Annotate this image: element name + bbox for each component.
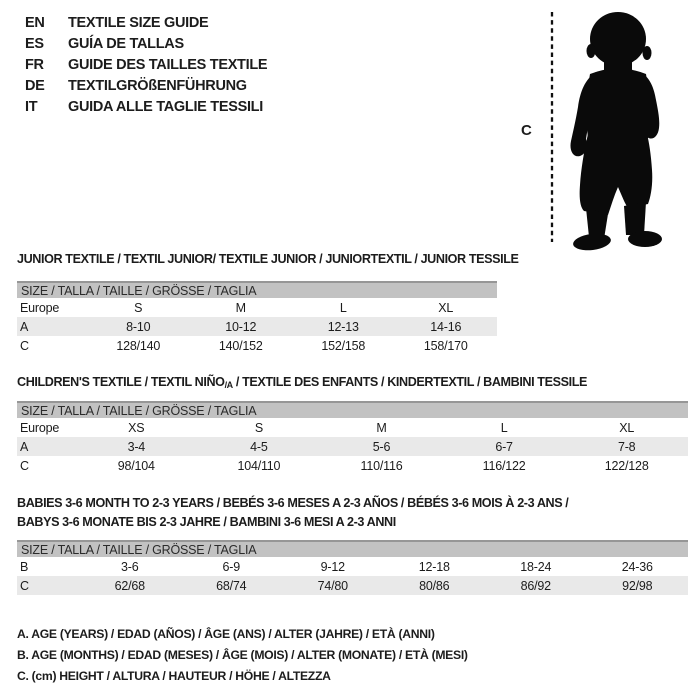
language-code: FR bbox=[25, 56, 44, 73]
table-header-row bbox=[17, 282, 497, 298]
children-title-sub: /A bbox=[224, 380, 233, 390]
size-cell: L bbox=[500, 420, 508, 435]
row-label: C bbox=[20, 338, 29, 353]
size-table-header: SIZE / TALLA / TAILLE / GRÖSSE / TAGLIA bbox=[17, 402, 688, 418]
size-cell: 110/116 bbox=[360, 458, 403, 473]
size-cell: 128/140 bbox=[116, 338, 161, 353]
language-code: EN bbox=[25, 14, 45, 31]
size-cell: 140/152 bbox=[218, 338, 263, 353]
babies-title-line1: BABIES 3-6 MONTH TO 2-3 YEARS / BEBÉS 3-6 MESES A 2-3 AÑOS / BÉBÉS 3-6 MOIS À 2-3 ANS / bbox=[17, 496, 569, 510]
footnote-a: A. AGE (YEARS) / EDAD (AÑOS) / ÂGE (ANS) / ALTER (JAHRE) / ETÀ (ANNI) bbox=[17, 627, 435, 641]
footnotes bbox=[17, 624, 468, 687]
table-row-age bbox=[17, 437, 688, 456]
size-cell: M bbox=[235, 300, 246, 315]
babies-size-table bbox=[17, 540, 688, 595]
language-row-en bbox=[25, 12, 267, 33]
size-cell: M bbox=[376, 420, 387, 435]
language-code: ES bbox=[25, 35, 44, 52]
size-cell: XL bbox=[438, 300, 454, 315]
footnote-c: C. (cm) HEIGHT / ALTURA / HAUTEUR / HÖHE / ALTEZZA bbox=[17, 669, 331, 683]
size-table-header: SIZE / TALLA / TAILLE / GRÖSSE / TAGLIA bbox=[17, 282, 497, 298]
height-figure bbox=[515, 8, 680, 252]
children-section-title bbox=[17, 375, 587, 390]
language-row-it bbox=[25, 96, 267, 117]
language-row-de bbox=[25, 75, 267, 96]
table-row-height bbox=[17, 456, 688, 475]
table-row-europe bbox=[17, 418, 688, 437]
language-title: GUÍA DE TALLAS bbox=[68, 35, 184, 52]
size-cell: 122/128 bbox=[604, 458, 649, 473]
size-cell: 14-16 bbox=[430, 319, 462, 334]
size-cell: 6-7 bbox=[495, 439, 513, 454]
dashed-height-line-icon bbox=[549, 10, 555, 244]
size-cell: 12-18 bbox=[418, 559, 450, 574]
size-cell: 80/86 bbox=[419, 578, 450, 593]
children-size-table bbox=[17, 401, 688, 475]
size-cell: 98/104 bbox=[117, 458, 155, 473]
size-cell: 116/122 bbox=[482, 458, 526, 473]
table-row-europe bbox=[17, 298, 497, 317]
size-cell: 24-36 bbox=[621, 559, 653, 574]
size-cell: 4-5 bbox=[250, 439, 268, 454]
size-cell: 12-13 bbox=[327, 319, 359, 334]
size-cell: 104/110 bbox=[237, 458, 281, 473]
size-cell: 92/98 bbox=[622, 578, 653, 593]
size-cell: L bbox=[339, 300, 347, 315]
language-title: TEXTILGRÖßENFÜHRUNG bbox=[68, 77, 247, 94]
row-label: Europe bbox=[20, 420, 60, 435]
size-cell: S bbox=[134, 300, 143, 315]
language-title: GUIDA ALLE TAGLIE TESSILI bbox=[68, 98, 263, 115]
babies-section-title bbox=[17, 494, 568, 531]
size-table-header: SIZE / TALLA / TAILLE / GRÖSSE / TAGLIA bbox=[17, 541, 688, 557]
table-header-row bbox=[17, 541, 688, 557]
size-cell: 68/74 bbox=[216, 578, 247, 593]
table-row-months bbox=[17, 557, 688, 576]
row-label: A bbox=[20, 319, 29, 334]
row-label: B bbox=[20, 559, 29, 574]
table-row-age bbox=[17, 317, 497, 336]
size-cell: 7-8 bbox=[617, 439, 636, 454]
junior-section-title: JUNIOR TEXTILE / TEXTIL JUNIOR/ TEXTILE JUNIOR / JUNIORTEXTIL / JUNIOR TESSILE bbox=[17, 252, 519, 266]
row-label: C bbox=[20, 458, 29, 473]
size-cell: XL bbox=[619, 420, 635, 435]
language-row-fr bbox=[25, 54, 267, 75]
size-cell: 3-6 bbox=[121, 559, 139, 574]
row-label: A bbox=[20, 439, 29, 454]
size-cell: 3-4 bbox=[127, 439, 146, 454]
children-title-post: / TEXTILE DES ENFANTS / KINDERTEXTIL / BAMBINI TESSILE bbox=[232, 375, 587, 389]
size-cell: 8-10 bbox=[126, 319, 151, 334]
table-row-height bbox=[17, 576, 688, 595]
size-cell: XS bbox=[128, 420, 145, 435]
size-cell: 86/92 bbox=[520, 578, 551, 593]
size-cell: 74/80 bbox=[317, 578, 348, 593]
size-cell: 5-6 bbox=[372, 439, 391, 454]
size-cell: 152/158 bbox=[321, 338, 366, 353]
language-title: GUIDE DES TAILLES TEXTILE bbox=[68, 56, 268, 73]
footnote-b: B. AGE (MONTHS) / EDAD (MESES) / ÂGE (MOIS) / ALTER (MONATE) / ETÀ (MESI) bbox=[17, 648, 468, 662]
row-label: Europe bbox=[20, 300, 60, 315]
size-cell: S bbox=[254, 420, 263, 435]
babies-title-line2: BABYS 3-6 MONATE BIS 2-3 JAHRE / BAMBINI 3-6 MESI A 2-3 ANNI bbox=[17, 514, 396, 529]
table-row-height bbox=[17, 336, 497, 355]
height-marker-label: C bbox=[521, 122, 532, 139]
language-title: TEXTILE SIZE GUIDE bbox=[68, 14, 209, 31]
language-list bbox=[25, 12, 267, 117]
size-cell: 62/68 bbox=[114, 578, 145, 593]
size-cell: 18-24 bbox=[520, 559, 552, 574]
language-code: IT bbox=[25, 98, 38, 115]
toddler-silhouette-icon bbox=[560, 8, 670, 252]
size-cell: 10-12 bbox=[225, 319, 257, 334]
size-cell: 6-9 bbox=[222, 559, 240, 574]
size-cell: 158/170 bbox=[423, 338, 468, 353]
children-title-pre: CHILDREN'S TEXTILE / TEXTIL NIÑO bbox=[17, 375, 225, 389]
table-header-row bbox=[17, 402, 688, 418]
language-row-es bbox=[25, 33, 267, 54]
junior-size-table bbox=[17, 281, 497, 355]
size-cell: 9-12 bbox=[320, 559, 345, 574]
row-label: C bbox=[20, 578, 29, 593]
language-code: DE bbox=[25, 77, 45, 94]
